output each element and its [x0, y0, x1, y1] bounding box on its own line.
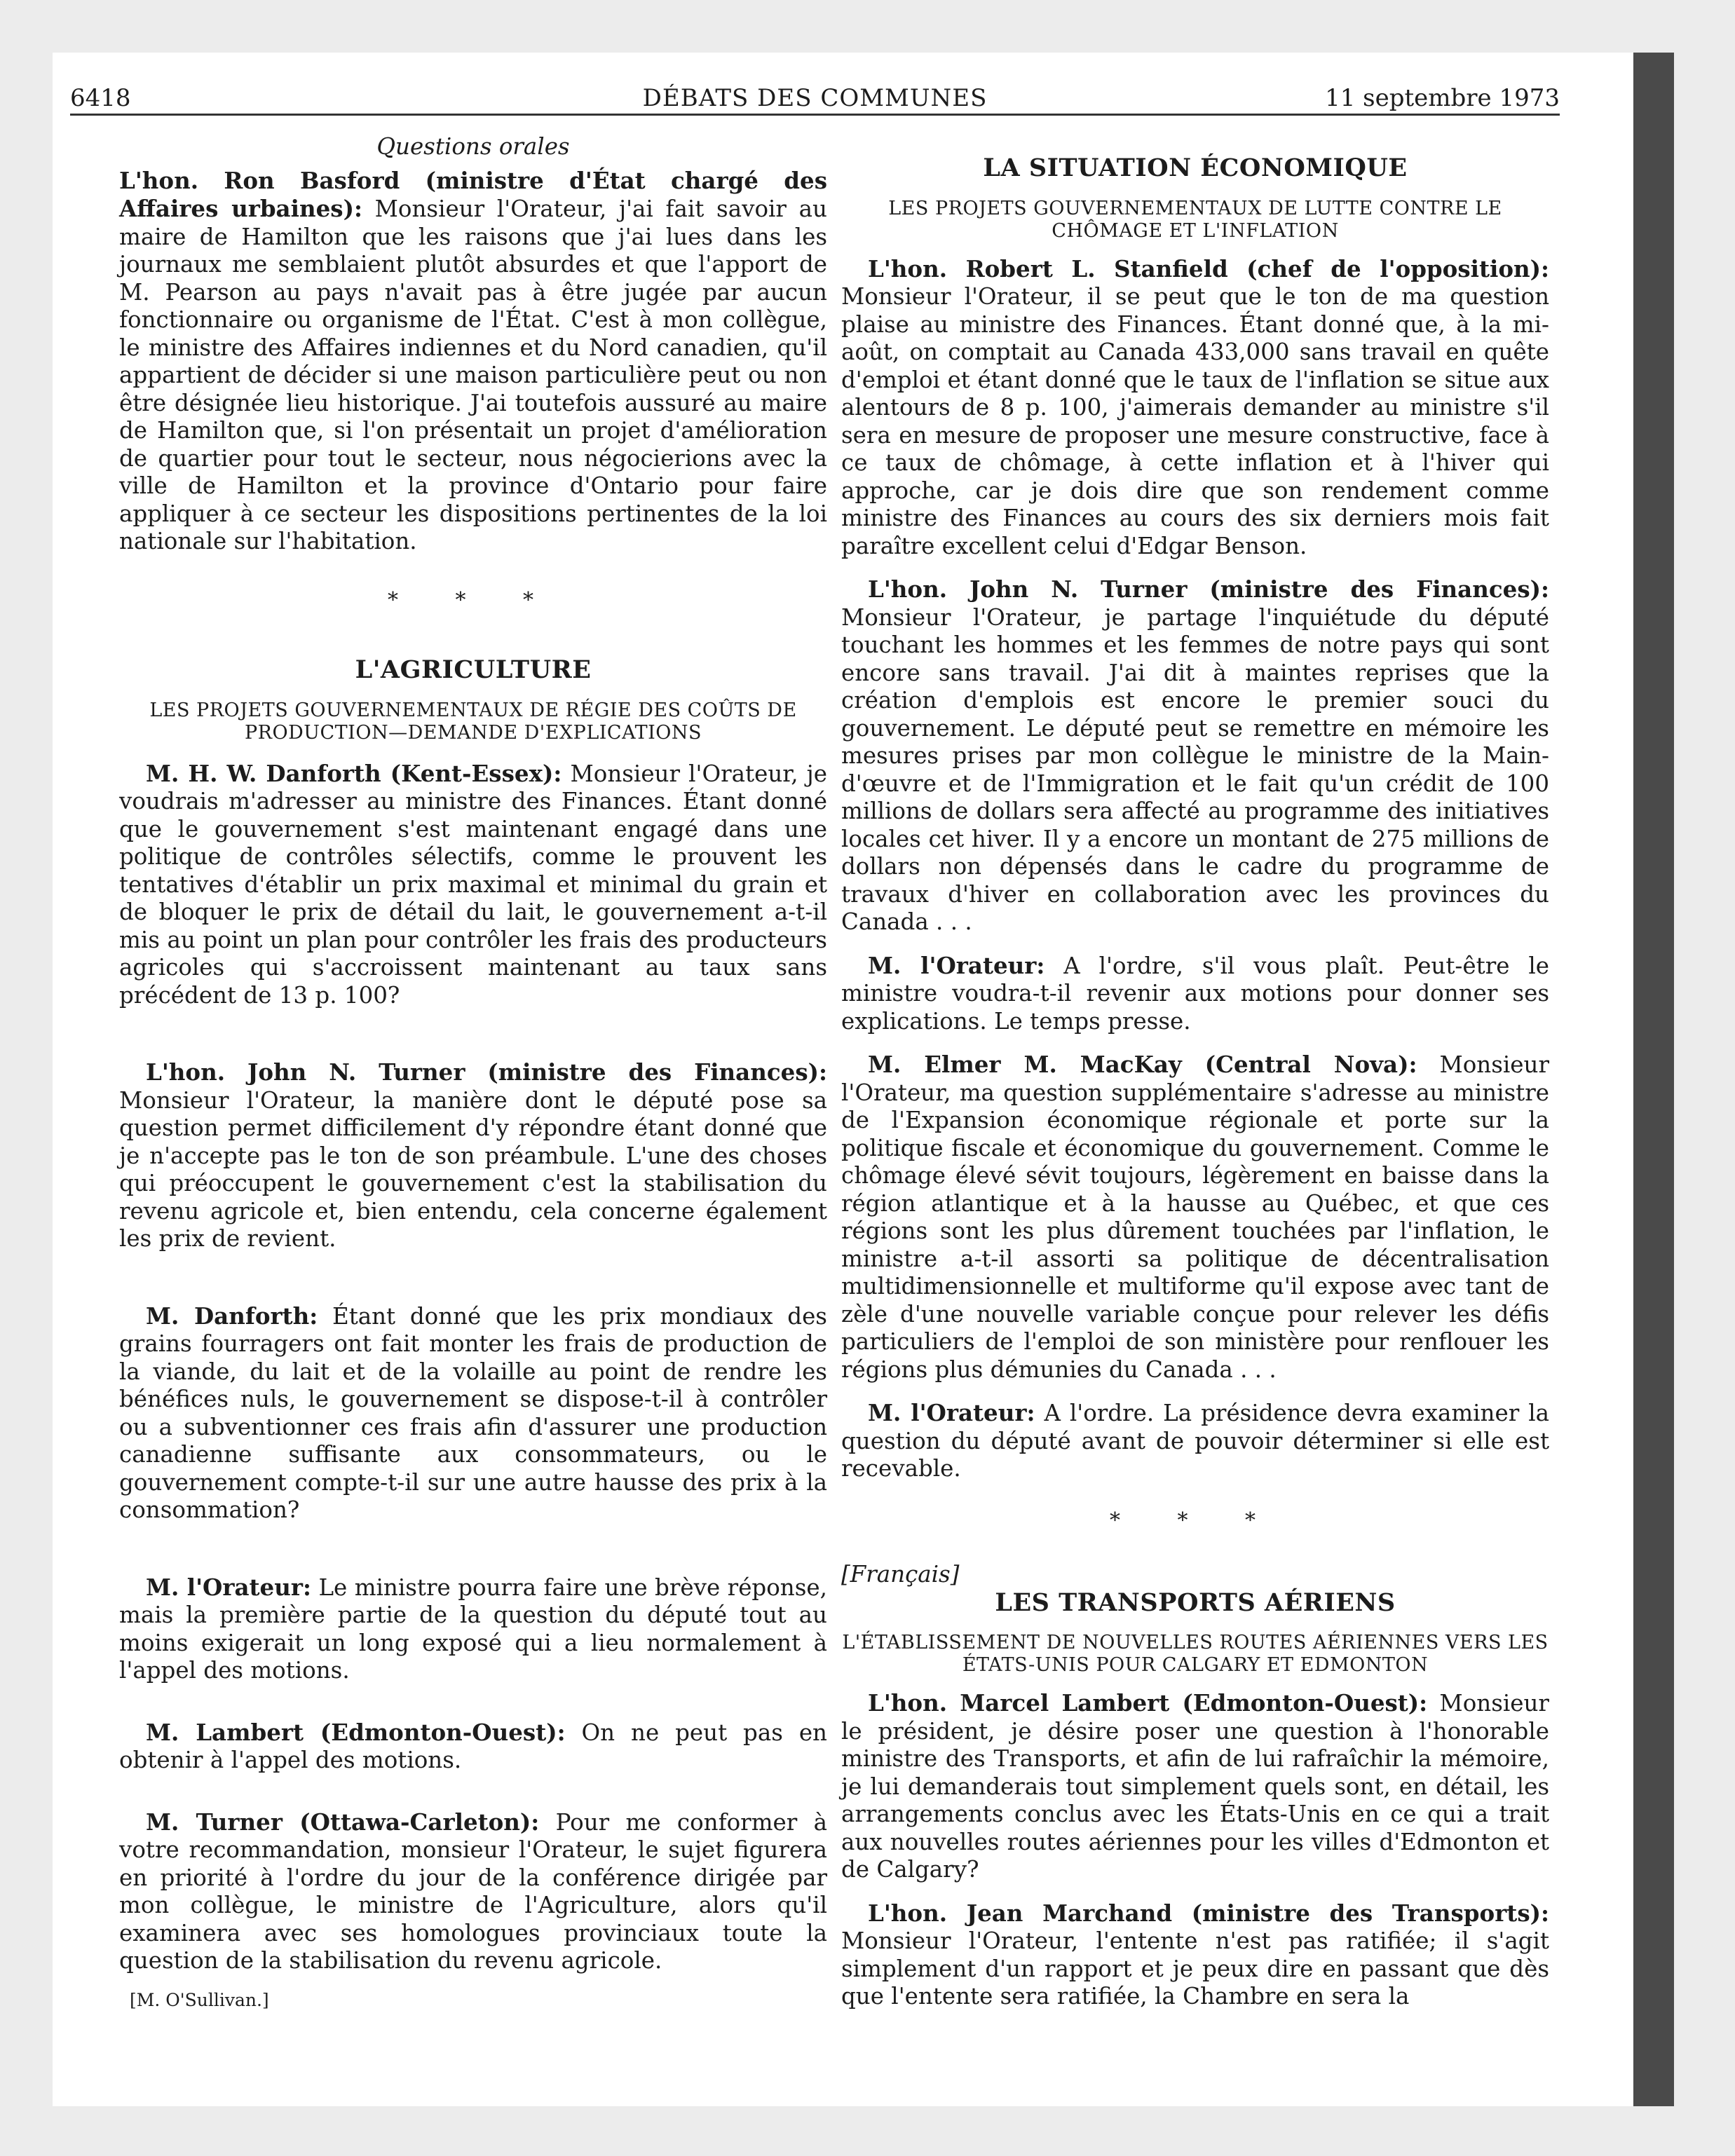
speaker-name: M. Turner (Ottawa-Carleton):: [146, 1808, 540, 1836]
speaker-name: M. l'Orateur:: [146, 1573, 311, 1601]
sitting-date: 11 septembre 1973: [1325, 84, 1560, 112]
paragraph: [119, 760, 827, 1010]
paragraph: [841, 1051, 1549, 1384]
section-separator: * * *: [1109, 1508, 1281, 1533]
speaker-footnote: [M. O'Sullivan.]: [130, 1989, 269, 2010]
speech-text: Le ministre pourra faire une brève réponse, mais la première partie de la question du député tout au moins exigerait un long exposé qui a lieu normalement à l'appel des motions.: [119, 1574, 827, 1684]
paragraph: [841, 1899, 1549, 2011]
speech-text: Monsieur l'Orateur, je partage l'inquiétude du député touchant les hommes et les femmes de notre pays qui sont encore sans travail. J'ai dit à maintes reprises que la création d'emplois est encore le premier souci du gouvernement. Le député peut se remettre en mémoire les mesures prises par mon collègue le ministre de la Main-d'œuvre et de l'Immigration et le fait qu'un crédit de 100 millions de dollars sera affecté au programme des initiatives locales cet hiver. Il y a encore un montant de 275 millions de dollars non dépensés dans le cadre du programme de travaux d'hiver en collaboration avec les provinces du Canada . . .: [841, 603, 1549, 935]
speech-text: Monsieur l'Orateur, la manière dont le député pose sa question permet difficilement d'y répondre étant donné que je n'accepte pas le ton de son préambule. L'une des choses qui préoccupent le gouvernement c'est la stabilisation du revenu agricole et, bien entendu, cela concerne également les prix de revient.: [119, 1086, 827, 1252]
speech-text: Monsieur l'Orateur, j'ai fait savoir au maire de Hamilton que les raisons que j'ai lues dans les journaux me semblaient plutôt absurdes et que l'apport de M. Pearson au pays n'avait pas à être jugée par aucun fonctionnaire ou organisme de l'État. C'est à mon collègue, le ministre des Affaires indiennes et du Nord canadien, qu'il appartient de décider si une maison particulière peut ou non être désignée lieu historique. J'ai toutefois aussuré au maire de Hamilton que, si l'on présentait un projet d'amélioration de quartier pour tout le secteur, nous négocierions avec la ville de Hamilton et la province d'Ontario pour faire appliquer à ce secteur les dispositions pertinentes de la loi nationale sur l'habitation.: [119, 196, 827, 554]
speech-text: Monsieur l'Orateur, l'entente n'est pas ratifiée; il s'agit simplement d'un rapport et je peux dire en passant que dès que l'entente sera ratifiée, la Chambre en sera la: [841, 1928, 1549, 2010]
speaker-name: L'hon. Ron Basford (ministre d'État chargé des Affaires urbaines):: [119, 166, 827, 222]
speaker-name: L'hon. Robert L. Stanfield (chef de l'opposition):: [868, 254, 1549, 282]
paragraph: [119, 1808, 827, 1975]
paragraph: [119, 167, 827, 556]
speaker-name: M. l'Orateur:: [868, 1399, 1035, 1426]
subheading: LES PROJETS GOUVERNEMENTAUX DE LUTTE CONTRE LE CHÔMAGE ET L'INFLATION: [888, 197, 1502, 242]
speaker-name: L'hon. Jean Marchand (ministre des Transports):: [868, 1899, 1549, 1927]
speaker-name: M. Elmer M. MacKay (Central Nova):: [868, 1051, 1417, 1078]
left-column: [119, 133, 827, 2014]
speech-text: Pour me conformer à votre recommandation, monsieur l'Orateur, le sujet figurera en priorité à l'ordre du jour de la conférence dirigée par mon collègue, le ministre de l'Agriculture, alors qu'il examinera avec ses homologues provinciaux toute la question de la stabilisation du revenu agricole.: [119, 1808, 827, 1974]
section-heading: LA SITUATION ÉCONOMIQUE: [983, 153, 1408, 182]
speaker-name: L'hon. John N. Turner (ministre des Finances):: [146, 1058, 827, 1086]
speech-text: Étant donné que les prix mondiaux des grains fourragers ont fait monter les frais de production de la viande, du lait et de la volaille au point de rendre les bénéfices nuls, le gouvernement se dispose-t-il à contrôler ou a subventionner ces frais afin d'assurer une production canadienne suffisante aux consommateurs, ou le gouvernement compte-t-il sur une autre hausse des prix à la consommation?: [119, 1302, 827, 1523]
publication-title: DÉBATS DES COMMUNES: [642, 84, 988, 112]
subheading: L'ÉTABLISSEMENT DE NOUVELLES ROUTES AÉRIENNES VERS LES ÉTATS-UNIS POUR CALGARY ET EDMONTON: [842, 1632, 1549, 1676]
paragraph: [119, 1574, 827, 1685]
speech-text: On ne peut pas en obtenir à l'appel des motions.: [119, 1719, 827, 1773]
speaker-name: L'hon. Marcel Lambert (Edmonton-Ouest):: [868, 1689, 1428, 1717]
speech-text: Monsieur l'Orateur, il se peut que le ton de ma question plaise au ministre des Finances. Étant donné que, à la mi-août, on comptait au Canada 433,000 sans travail en quête d'emploi et étant donné que le taux de l'inflation se situe aux alentours de 8 p. 100, j'aimerais demander au ministre s'il sera en mesure de proposer une mesure constructive, face à ce taux de chômage, à cette inflation et à l'hiver qui approche, car je dois dire que son rendement comme ministre des Finances au cours des six derniers mois fait paraître excellent celui d'Edgar Benson.: [841, 283, 1549, 559]
paragraph: [119, 1058, 827, 1253]
paragraph: [841, 952, 1549, 1036]
paragraph: [119, 1719, 827, 1775]
speech-text: Monsieur le président, je désire poser une question à l'honorable ministre des Transports, et afin de lui rafraîchir la mémoire, je lui demanderais tout simplement quels sont, en détail, les arrangements conclus avec les États-Unis en ce qui a trait aux nouvelles routes aériennes pour les villes d'Edmonton et de Calgary?: [841, 1690, 1549, 1883]
right-column: [841, 133, 1549, 2011]
speaker-name: M. l'Orateur:: [868, 951, 1045, 979]
speech-text: A l'ordre. La présidence devra examiner la question du député avant de pouvoir déterminer si elle est recevable.: [841, 1400, 1549, 1482]
paragraph: [841, 255, 1549, 561]
section-heading: LES TRANSPORTS AÉRIENS: [995, 1588, 1396, 1617]
paragraph: [119, 1302, 827, 1524]
speaker-name: L'hon. John N. Turner (ministre des Finances):: [868, 575, 1549, 603]
section-separator: * * *: [387, 587, 559, 613]
subheading: LES PROJETS GOUVERNEMENTAUX DE RÉGIE DES COÛTS DE PRODUCTION—DEMANDE D'EXPLICATIONS: [149, 699, 797, 744]
section-heading: L'AGRICULTURE: [355, 655, 592, 684]
speech-text: Monsieur l'Orateur, je voudrais m'adresser au ministre des Finances. Étant donné que le gouvernement s'est maintenant engagé dans une politique de contrôles sélectifs, comme le prouvent les tentatives d'établir un prix maximal et minimal du grain et de bloquer le prix de détail du lait, le gouvernement a-t-il mis au point un plan pour contrôler les frais des producteurs agricoles qui s'accroissent maintenant au taux sans précédent de 13 p. 100?: [119, 760, 827, 1009]
speaker-name: M. Lambert (Edmonton-Ouest):: [146, 1718, 566, 1746]
page-number: 6418: [70, 84, 131, 112]
speaker-name: M. Danforth:: [146, 1302, 318, 1330]
page-header: [70, 83, 1560, 116]
scan-edge-bar: [1633, 53, 1674, 2106]
paragraph: [841, 575, 1549, 936]
speech-text: Monsieur l'Orateur, ma question supplémentaire s'adresse au ministre de l'Expansion économique régionale et porte sur la politique fiscale et économique du gouvernement. Comme le chômage élevé sévit toujours, légèrement en baisse dans la région atlantique et à la hausse au Québec, et que ces régions sont les plus dûrement touchées par l'inflation, le ministre a-t-il assorti sa politique de décentralisation multidimensionnelle et multiforme qu'il expose avec tant de zèle d'une nouvelle variable conçue pour relever les défis particuliers de l'emploi de son ministère pour renflouer les régions plus démunies du Canada . . .: [841, 1051, 1550, 1383]
paragraph: [841, 1399, 1549, 1483]
speaker-name: M. H. W. Danforth (Kent-Essex):: [146, 759, 562, 787]
paragraph: [841, 1689, 1549, 1884]
speech-text: A l'ordre, s'il vous plaît. Peut-être le ministre voudra-t-il revenir aux motions pour donner ses explications. Le temps presse.: [841, 952, 1549, 1035]
section-label: Questions orales: [376, 133, 570, 160]
language-tag: [Français]: [841, 1561, 960, 1588]
